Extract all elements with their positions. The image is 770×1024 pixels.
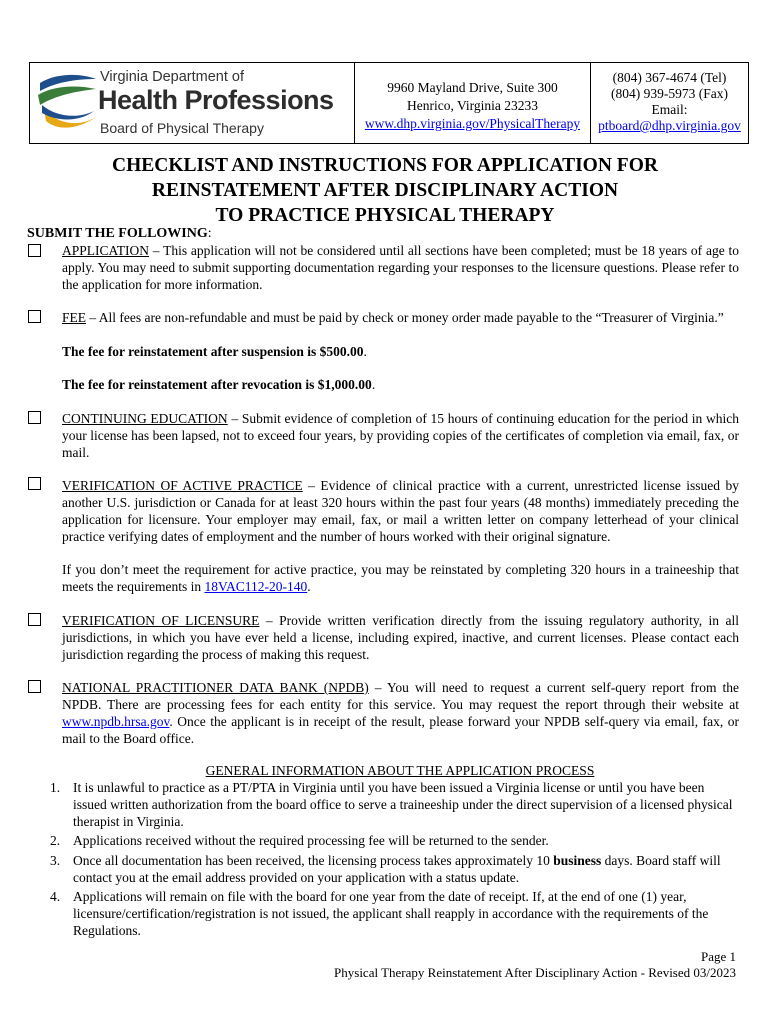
- logo-line2: Health Professions: [98, 85, 334, 115]
- general-item-4: 4. Applications will remain on file with the board for one year from the date of receipt. If, at the end of one (1) year, licensure/certification/registration is not issued, the applicant shall reapply in accordance with the requirements of the Regulations.: [50, 889, 709, 938]
- practice-note: If you don’t meet the requirement for active practice, you may be reinstated by completing 320 hours in a traineeship that meets the requirements in 18VAC112-20-140.: [62, 562, 739, 594]
- dhp-logo-icon: [36, 69, 98, 135]
- licensure-heading: VERIFICATION OF LICENSURE: [62, 613, 260, 628]
- fax: (804) 939-5973 (Fax): [611, 86, 728, 101]
- fee-checkbox[interactable]: [28, 310, 41, 323]
- letterhead: [29, 62, 749, 144]
- ce-text: – Submit evidence of completion of 15 hours of continuing education for the period in which your license has been lapsed, not to exceed four years, by providing copies of the certificates of completion via email, fax, or mail.: [62, 411, 740, 460]
- page-title: [0, 153, 770, 228]
- application-heading: APPLICATION: [62, 243, 150, 258]
- practice-checkbox[interactable]: [28, 477, 41, 490]
- submit-heading: SUBMIT THE FOLLOWING:: [27, 226, 212, 241]
- ce-item: [62, 410, 739, 461]
- application-checkbox[interactable]: [28, 244, 41, 257]
- general-item-3: 3. Once all documentation has been received, the licensing process takes approximately 10 business days. Board staff will contact you at the email address provided on your application with a status update.: [50, 853, 721, 885]
- phone: (804) 367-4674 (Tel): [612, 70, 727, 85]
- practice-text: – Evidence of clinical practice with a current, unrestricted license issued by another U.S. jurisdiction or Canada for at least 320 hours within the past four years (48 months) immediately preceding the application for licensure. Your employer may email, fax, or mail a written letter on company letterhead of your clinical practice verifying dates of employment and the number of hours worked with their original signature.: [62, 478, 739, 544]
- email-label: Email:: [651, 102, 688, 117]
- npdb-item: NATIONAL PRACTITIONER DATA BANK (NPDB) – You will need to request a current self-query report from the NPDB. There are processing fees for each entity for this service. You may request the report through their website at www.npdb.hrsa.gov. Once the applicant is in receipt of the result, please forward your NPDB self-query via email, fax, or mail to the Board office.: [62, 680, 740, 746]
- logo-line3: Board of Physical Therapy: [100, 120, 264, 136]
- practice-item: [62, 477, 739, 545]
- title-line2: REINSTATEMENT AFTER DISCIPLINARY ACTION: [151, 180, 619, 201]
- fee-heading: FEE: [62, 310, 87, 325]
- title-line1: CHECKLIST AND INSTRUCTIONS FOR APPLICATION FOR: [112, 155, 658, 176]
- fee-suspension: The fee for reinstatement after suspension is $500.00.: [62, 344, 367, 359]
- fee-text: – All fees are non-refundable and must be paid by check or money order made payable to the “Treasurer of Virginia.”: [86, 310, 724, 325]
- npdb-link[interactable]: www.npdb.hrsa.gov: [62, 714, 170, 729]
- application-text: – This application will not be considered until all sections have been completed; must be 18 years of age to apply. You may need to submit supporting documentation regarding your responses to the licensure questions. Please refer to the application for more information.: [62, 243, 739, 292]
- website-link[interactable]: www.dhp.virginia.gov/PhysicalTherapy: [364, 116, 581, 131]
- contact-block: [591, 63, 748, 143]
- fee-revocation: The fee for reinstatement after revocation is $1,000.00.: [62, 377, 376, 392]
- practice-heading: VERIFICATION OF ACTIVE PRACTICE: [62, 478, 303, 493]
- ce-checkbox[interactable]: [28, 411, 41, 424]
- licensure-text: – Provide written verification directly from the issuing regulatory authority, in all jurisdictions, in which you have ever held a license, including expired, inactive, and current licenses. Please contact each jurisdiction regarding the process of making this request.: [62, 613, 739, 662]
- email-link[interactable]: ptboard@dhp.virginia.gov: [598, 118, 741, 133]
- regulation-link[interactable]: 18VAC112-20-140: [204, 579, 308, 594]
- address-line1: 9960 Mayland Drive, Suite 300: [387, 80, 558, 95]
- fee-item: [62, 309, 739, 326]
- page-number: Page 1: [700, 949, 736, 964]
- revision-note: Physical Therapy Reinstatement After Disciplinary Action - Revised 03/2023: [334, 965, 736, 980]
- logo-line1: Virginia Department of: [100, 69, 245, 85]
- title-line3: TO PRACTICE PHYSICAL THERAPY: [215, 205, 555, 226]
- address-line2: Henrico, Virginia 23233: [406, 98, 539, 113]
- npdb-checkbox[interactable]: [28, 680, 41, 693]
- general-item-1: 1. It is unlawful to practice as a PT/PTA in Virginia until you have been issued a Virginia license or until you have been issued written authorization from the board office to serve a traineeship under the direct supervision of a licensed physical therapist in Virginia.: [50, 780, 733, 829]
- licensure-item: [62, 612, 739, 663]
- logo-block: [30, 63, 355, 143]
- ce-heading: CONTINUING EDUCATION: [62, 411, 228, 426]
- licensure-checkbox[interactable]: [28, 613, 41, 626]
- npdb-heading: NATIONAL PRACTITIONER DATA BANK (NPDB): [62, 680, 369, 695]
- application-item: [62, 242, 739, 293]
- general-heading: GENERAL INFORMATION ABOUT THE APPLICATION PROCESS: [205, 763, 595, 778]
- general-item-2: 2. Applications received without the required processing fee will be returned to the sender.: [50, 833, 549, 848]
- address-block: [355, 63, 591, 143]
